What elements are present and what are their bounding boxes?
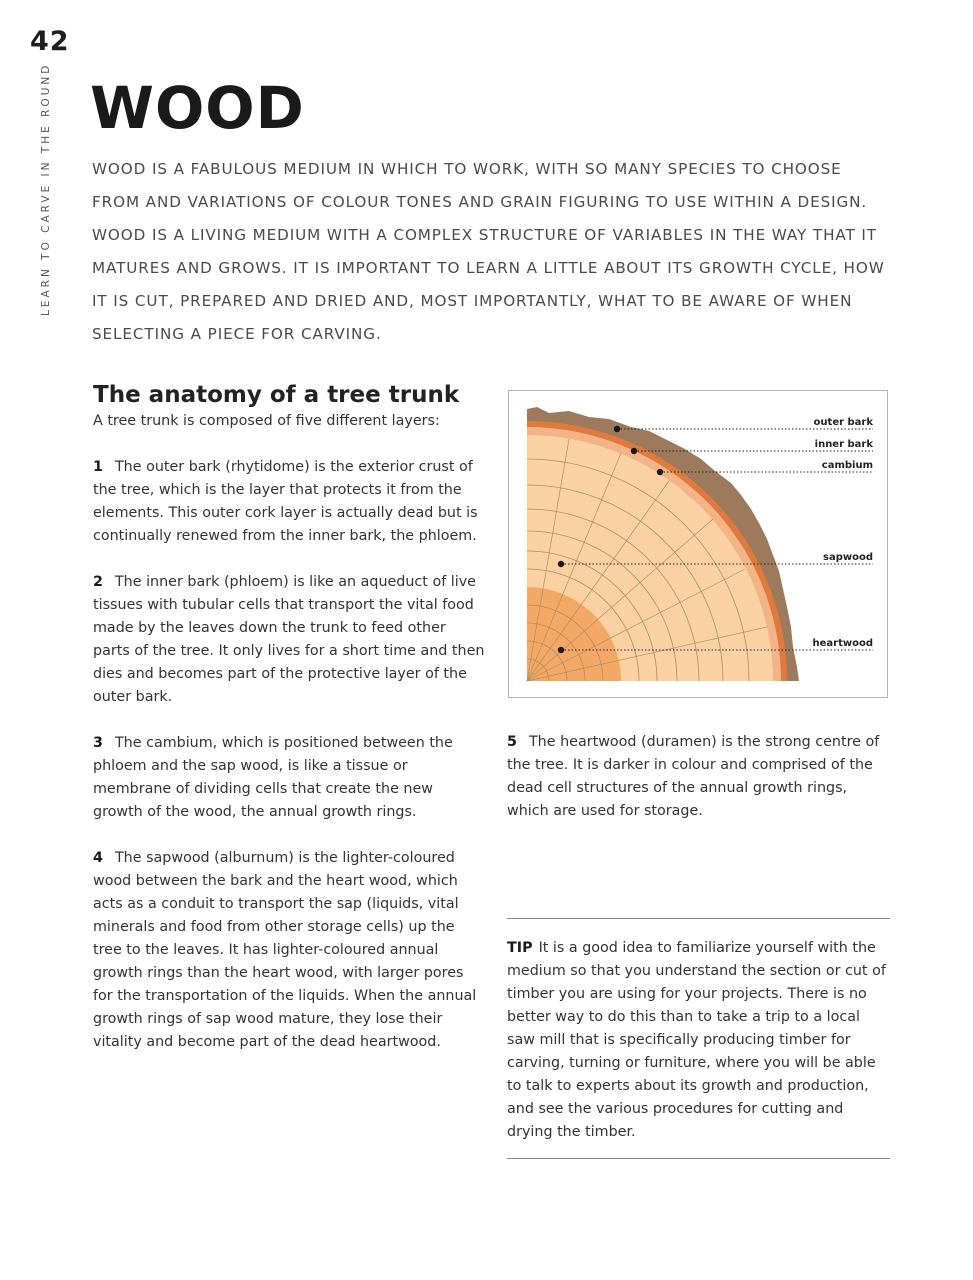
layer-item-3 [93, 732, 485, 824]
cambium-dot [657, 469, 663, 475]
item-text: The sapwood (alburnum) is the lighter-coloured wood between the bark and the heart wood, which acts as a conduit to transport the sap (liquids, vital minerals and food from other storage cells) up the tree to the leaves. It has lighter-coloured annual growth rings than the heart wood, with larger pores for the transportation of the liquids. When the annual growth rings of sap wood mature, they lose their vitality and become part of the dead heartwood. [93, 850, 477, 1050]
section-lead: A tree trunk is composed of five different layers: [93, 413, 440, 429]
outer-bark-dot [614, 426, 620, 432]
layer-item-1 [93, 456, 485, 548]
label-inner-bark: inner bark [814, 439, 873, 450]
right-column-text [507, 731, 892, 823]
item-text: The heartwood (duramen) is the strong centre of the tree. It is darker in colour and comprised of the dead cell structures of the annual growth rings, which are used for storage. [507, 734, 880, 819]
item-text: The cambium, which is positioned between the phloem and the sap wood, is like a tissue or membrane of dividing cells that create the new growth of the wood, the annual growth rings. [93, 735, 453, 820]
section-heading: The anatomy of a tree trunk [93, 382, 460, 408]
label-outer-bark: outer bark [813, 417, 873, 428]
item-number: 1 [93, 459, 103, 475]
layer-item-2 [93, 571, 485, 709]
label-sapwood: sapwood [823, 552, 873, 563]
tip-box [507, 937, 892, 1144]
layer-item-5 [507, 731, 892, 823]
sapwood-dot [558, 561, 564, 567]
trunk-cross-section [509, 391, 889, 699]
layer-item-4 [93, 847, 485, 1054]
tip-rule-bottom [507, 1158, 890, 1159]
item-number: 5 [507, 734, 517, 750]
tip-text: It is a good idea to familiarize yourself with the medium so that you understand the section or cut of timber you are using for your projects. There is no better way to do this than to take a trip to a local saw mill that is specifically producing timber for carving, turning or furniture, where you will be able to talk to experts about its growth and production, and see the various procedures for cutting and drying the timber. [507, 940, 886, 1140]
label-cambium: cambium [821, 460, 873, 471]
heartwood-dot [558, 647, 564, 653]
item-text: The outer bark (rhytidome) is the exterior crust of the tree, which is the layer that protects it from the elements. This outer cork layer is actually dead but is continually renewed from the inner bark, the phloem. [93, 459, 478, 544]
item-number: 4 [93, 850, 103, 866]
running-head: LEARN TO CARVE IN THE ROUND [40, 62, 52, 316]
left-column [93, 380, 485, 1054]
item-number: 2 [93, 574, 103, 590]
item-text: The inner bark (phloem) is like an aqueduct of live tissues with tubular cells that transport the vital food made by the leaves down the trunk to feed other parts of the tree. It only lives for a short time and then dies and becomes part of the protective layer of the outer bark. [93, 574, 485, 705]
intro-paragraph: WOOD IS A FABULOUS MEDIUM IN WHICH TO WORK, WITH SO MANY SPECIES TO CHOOSE FROM AND VARIATIONS OF COLOUR TONES AND GRAIN FIGURING TO USE WITHIN A DESIGN. WOOD IS A LIVING MEDIUM WITH A COMPLEX STRUCTURE OF VARIABLES IN THE WAY THAT IT MATURES AND GROWS. IT IS IMPORTANT TO LEARN A LITTLE ABOUT ITS GROWTH CYCLE, HOW IT IS CUT, PREPARED AND DRIED AND, MOST IMPORTANTLY, WHAT TO BE AWARE OF WHEN SELECTING A PIECE FOR CARVING. [92, 160, 885, 343]
item-number: 3 [93, 735, 103, 751]
page-number: 42 [30, 26, 70, 57]
label-heartwood: heartwood [812, 638, 873, 649]
inner-bark-dot [631, 448, 637, 454]
page-title: WOOD [90, 74, 305, 142]
tree-trunk-diagram [508, 390, 888, 698]
tip-label: TIP [507, 940, 533, 956]
tip-rule-top [507, 918, 890, 919]
